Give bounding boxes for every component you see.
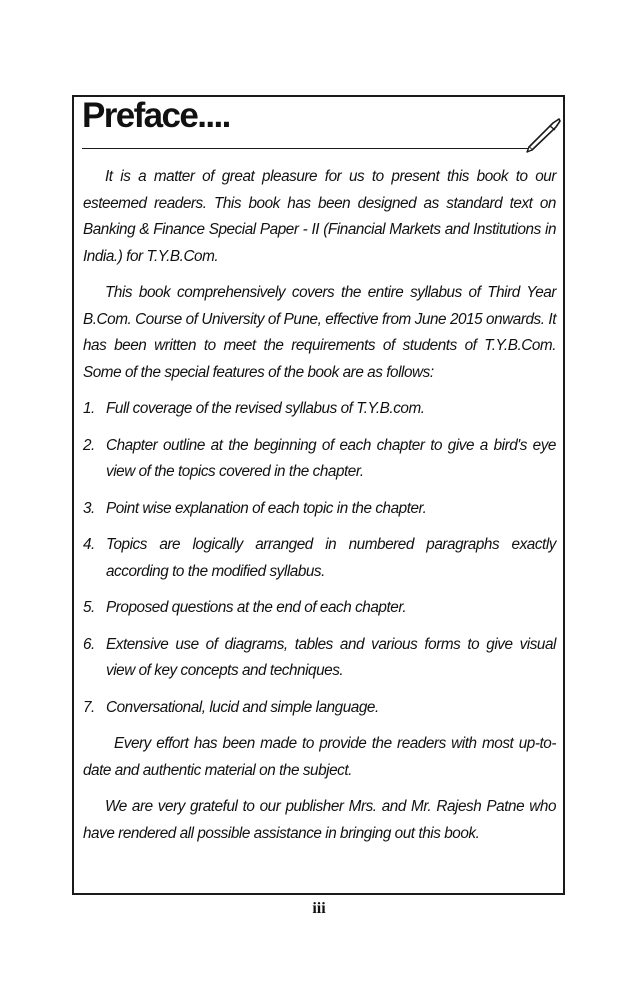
list-item-number: 1. xyxy=(83,400,95,417)
list-item xyxy=(83,433,556,486)
title-rule xyxy=(82,148,528,149)
intro-paragraph: It is a matter of great pleasure for us to present this book to our esteemed readers. This book has been designed as standard text on Banking & Finance Special Paper - II (Financial Markets and Institutions in India.) for T.Y.B.Com. xyxy=(83,168,556,265)
list-item-number: 2. xyxy=(83,436,95,454)
closing-paragraph: We are very grateful to our publisher Mrs. and Mr. Rajesh Patne who have rendered all possible assistance in bringing out this book. xyxy=(83,798,556,842)
list-item-text: Proposed questions at the end of each chapter. xyxy=(106,599,407,616)
features-list xyxy=(83,396,556,721)
closing-paragraph: Every effort has been made to provide the readers with most up-to-date and authentic material on the subject. xyxy=(83,735,556,779)
pen-icon xyxy=(522,116,562,156)
list-item xyxy=(83,695,556,722)
preface-body xyxy=(83,164,556,847)
list-item-text: Topics are logically arranged in numbered paragraphs exactly according to the modified syllabus. xyxy=(106,536,556,580)
list-item-text: Conversational, lucid and simple language. xyxy=(106,698,379,716)
list-item xyxy=(83,496,556,523)
list-item xyxy=(83,396,556,423)
page-title: Preface.... xyxy=(82,96,230,135)
list-item-text: Chapter outline at the beginning of each chapter to give a bird's eye view of the topics covered in the chapter. xyxy=(106,436,556,480)
list-item xyxy=(83,532,556,585)
list-item xyxy=(83,632,556,685)
list-item-number: 3. xyxy=(83,499,95,517)
list-item-text: Extensive use of diagrams, tables and various forms to give visual view of key concepts and techniques. xyxy=(106,635,556,679)
list-item-number: 7. xyxy=(83,698,95,716)
list-item xyxy=(83,595,556,622)
list-item-number: 4. xyxy=(83,536,95,553)
intro-paragraph: This book comprehensively covers the entire syllabus of Third Year B.Com. Course of University of Pune, effective from June 2015 onwards. It has been written to meet the requirements of students of T.Y.B.Com. Some of the special features of the book are as follows: xyxy=(83,284,556,381)
list-item-text: Full coverage of the revised syllabus of T.Y.B.com. xyxy=(106,400,425,417)
page-number: iii xyxy=(312,900,326,917)
list-item-number: 6. xyxy=(83,635,95,653)
list-item-number: 5. xyxy=(83,599,95,616)
list-item-text: Point wise explanation of each topic in the chapter. xyxy=(106,499,427,517)
